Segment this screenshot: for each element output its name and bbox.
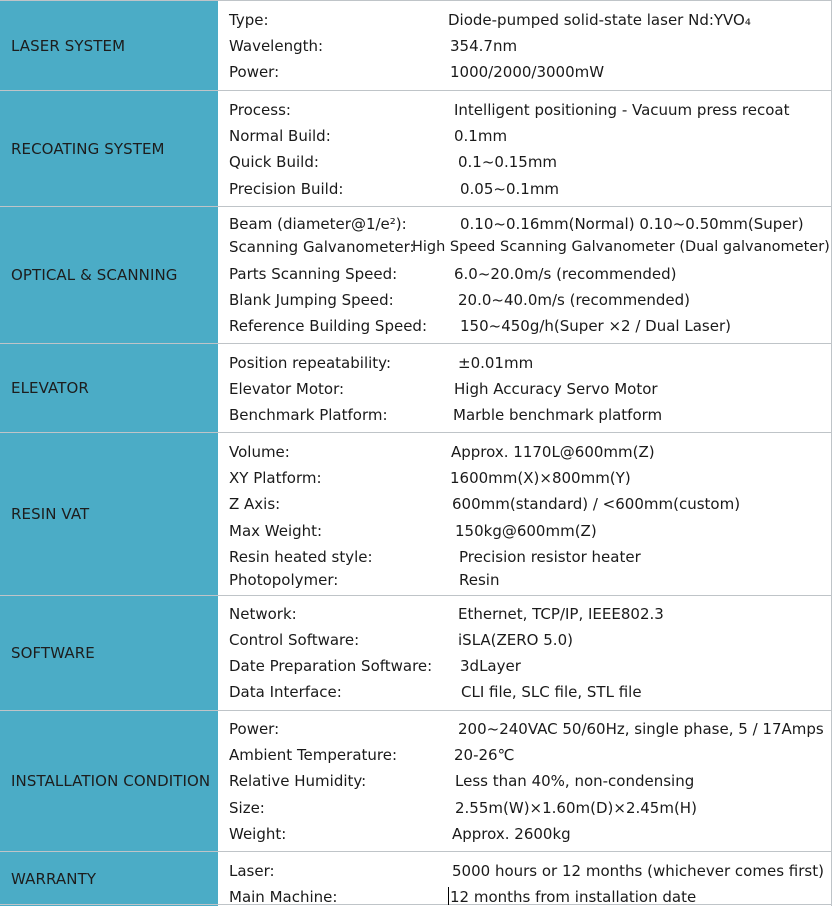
section-optical-scanning: [0, 206, 832, 343]
spec-value: Resin: [459, 571, 500, 589]
section-recoating-system: [0, 90, 832, 206]
spec-key: Weight:: [229, 825, 287, 843]
spec-key: Wavelength:: [229, 37, 324, 55]
spec-row: [229, 10, 832, 30]
spec-value: 1600mm(X)×800mm(Y): [450, 469, 631, 487]
spec-key: Parts Scanning Speed:: [229, 265, 398, 283]
spec-value: Precision resistor heater: [459, 548, 641, 566]
spec-value: Less than 40%, non-condensing: [455, 772, 695, 790]
spec-value: 200~240VAC 50/60Hz, single phase, 5 / 17Amps: [458, 720, 824, 738]
spec-row: [229, 630, 832, 650]
spec-row: [229, 824, 832, 844]
spec-value: Marble benchmark platform: [453, 406, 663, 424]
spec-value: 150kg@600mm(Z): [455, 522, 597, 540]
spec-row: [229, 126, 832, 146]
spec-row: [229, 264, 832, 284]
spec-row: [229, 379, 832, 399]
spec-key: Reference Building Speed:: [229, 317, 427, 335]
spec-value: Intelligent positioning - Vacuum press recoat: [454, 101, 790, 119]
spec-row: [229, 604, 832, 624]
spec-value: CLI file, SLC file, STL file: [461, 683, 642, 701]
section-title: RECOATING SYSTEM: [0, 91, 218, 206]
spec-row: [229, 100, 832, 120]
spec-row: [229, 682, 832, 702]
spec-row: [229, 237, 832, 257]
spec-key: Quick Build:: [229, 153, 319, 171]
spec-row: [229, 656, 832, 676]
spec-row: [229, 771, 832, 791]
spec-row: [229, 719, 832, 739]
table-bottom-border: [0, 904, 832, 905]
spec-row: [229, 442, 832, 462]
spec-row: [229, 468, 832, 488]
spec-key: Size:: [229, 799, 265, 817]
spec-row: [229, 861, 832, 881]
spec-value: 150~450g/h(Super ×2 / Dual Laser): [460, 317, 731, 335]
spec-key: Control Software:: [229, 631, 360, 649]
spec-value: 6.0~20.0m/s (recommended): [454, 265, 677, 283]
spec-key: Relative Humidity:: [229, 772, 367, 790]
section-title: ELEVATOR: [0, 344, 218, 432]
section-title: WARRANTY: [0, 852, 218, 906]
spec-row: [229, 570, 832, 590]
spec-key: Precision Build:: [229, 180, 344, 198]
spec-key: Benchmark Platform:: [229, 406, 388, 424]
spec-value: 600mm(standard) / <600mm(custom): [452, 495, 741, 513]
section-resin-vat: [0, 432, 832, 595]
section-title: INSTALLATION CONDITION: [0, 711, 218, 851]
spec-row: [229, 798, 832, 818]
section-title: OPTICAL & SCANNING: [0, 207, 218, 343]
section-installation-condition: [0, 710, 832, 851]
spec-key: Power:: [229, 63, 280, 81]
spec-value: 20.0~40.0m/s (recommended): [458, 291, 691, 309]
spec-key: Power:: [229, 720, 280, 738]
spec-row: [229, 179, 832, 199]
spec-key: Z Axis:: [229, 495, 281, 513]
spec-value: Approx. 2600kg: [452, 825, 571, 843]
section-laser-system: [0, 0, 832, 90]
spec-value: High Speed Scanning Galvanometer (Dual galvanometer): [412, 239, 830, 255]
spec-value: 0.1mm: [454, 127, 508, 145]
section-warranty: [0, 851, 832, 906]
spec-value: Diode-pumped solid-state laser Nd:YVO₄: [448, 11, 751, 29]
section-title: SOFTWARE: [0, 596, 218, 710]
spec-key: Volume:: [229, 443, 290, 461]
spec-key: Laser:: [229, 862, 275, 880]
section-software: [0, 595, 832, 710]
spec-row: [229, 521, 832, 541]
spec-key: Main Machine:: [229, 888, 338, 906]
spec-value: 1000/2000/3000mW: [450, 63, 605, 81]
spec-value: High Accuracy Servo Motor: [454, 380, 658, 398]
spec-key: Process:: [229, 101, 291, 119]
spec-row: [229, 745, 832, 765]
spec-value: 354.7nm: [450, 37, 518, 55]
spec-row: [229, 62, 832, 82]
spec-value: 0.1~0.15mm: [458, 153, 558, 171]
spec-value: 5000 hours or 12 months (whichever comes first): [452, 862, 824, 880]
spec-row: [229, 353, 832, 373]
spec-key: XY Platform:: [229, 469, 322, 487]
spec-key: Resin heated style:: [229, 548, 373, 566]
spec-key: Normal Build:: [229, 127, 331, 145]
spec-key: Elevator Motor:: [229, 380, 345, 398]
spec-value: 0.10~0.16mm(Normal) 0.10~0.50mm(Super): [460, 215, 804, 233]
section-title: LASER SYSTEM: [0, 1, 218, 90]
spec-row: [229, 316, 832, 336]
section-elevator: [0, 343, 832, 432]
spec-key: Ambient Temperature:: [229, 746, 398, 764]
spec-row: [229, 547, 832, 567]
spec-row: [229, 494, 832, 514]
spec-key: Position repeatability:: [229, 354, 391, 372]
spec-value: Ethernet, TCP/IP, IEEE802.3: [458, 605, 664, 623]
spec-key: Type:: [229, 11, 269, 29]
spec-value: 3dLayer: [460, 657, 521, 675]
spec-value: 20-26℃: [454, 746, 515, 764]
spec-value: 2.55m(W)×1.60m(D)×2.45m(H): [455, 799, 697, 817]
spec-value: Approx. 1170L@600mm(Z): [451, 443, 655, 461]
spec-key: Photopolymer:: [229, 571, 339, 589]
spec-key: Max Weight:: [229, 522, 323, 540]
text-cursor: [448, 887, 449, 905]
spec-row: [229, 36, 832, 56]
spec-key: Network:: [229, 605, 297, 623]
spec-row: [229, 290, 832, 310]
spec-row: [229, 214, 832, 234]
spec-key: Scanning Galvanometer:: [229, 238, 415, 256]
spec-key: Date Preparation Software:: [229, 657, 433, 675]
spec-row: [229, 405, 832, 425]
spec-key: Data Interface:: [229, 683, 342, 701]
spec-value: 12 months from installation date: [450, 888, 697, 906]
spec-key: Beam (diameter@1/e²):: [229, 215, 407, 233]
spec-value: 0.05~0.1mm: [460, 180, 560, 198]
section-title: RESIN VAT: [0, 433, 218, 595]
spec-value: ±0.01mm: [458, 354, 534, 372]
spec-key: Blank Jumping Speed:: [229, 291, 394, 309]
spec-row: [229, 152, 832, 172]
spec-value: iSLA(ZERO 5.0): [458, 631, 573, 649]
